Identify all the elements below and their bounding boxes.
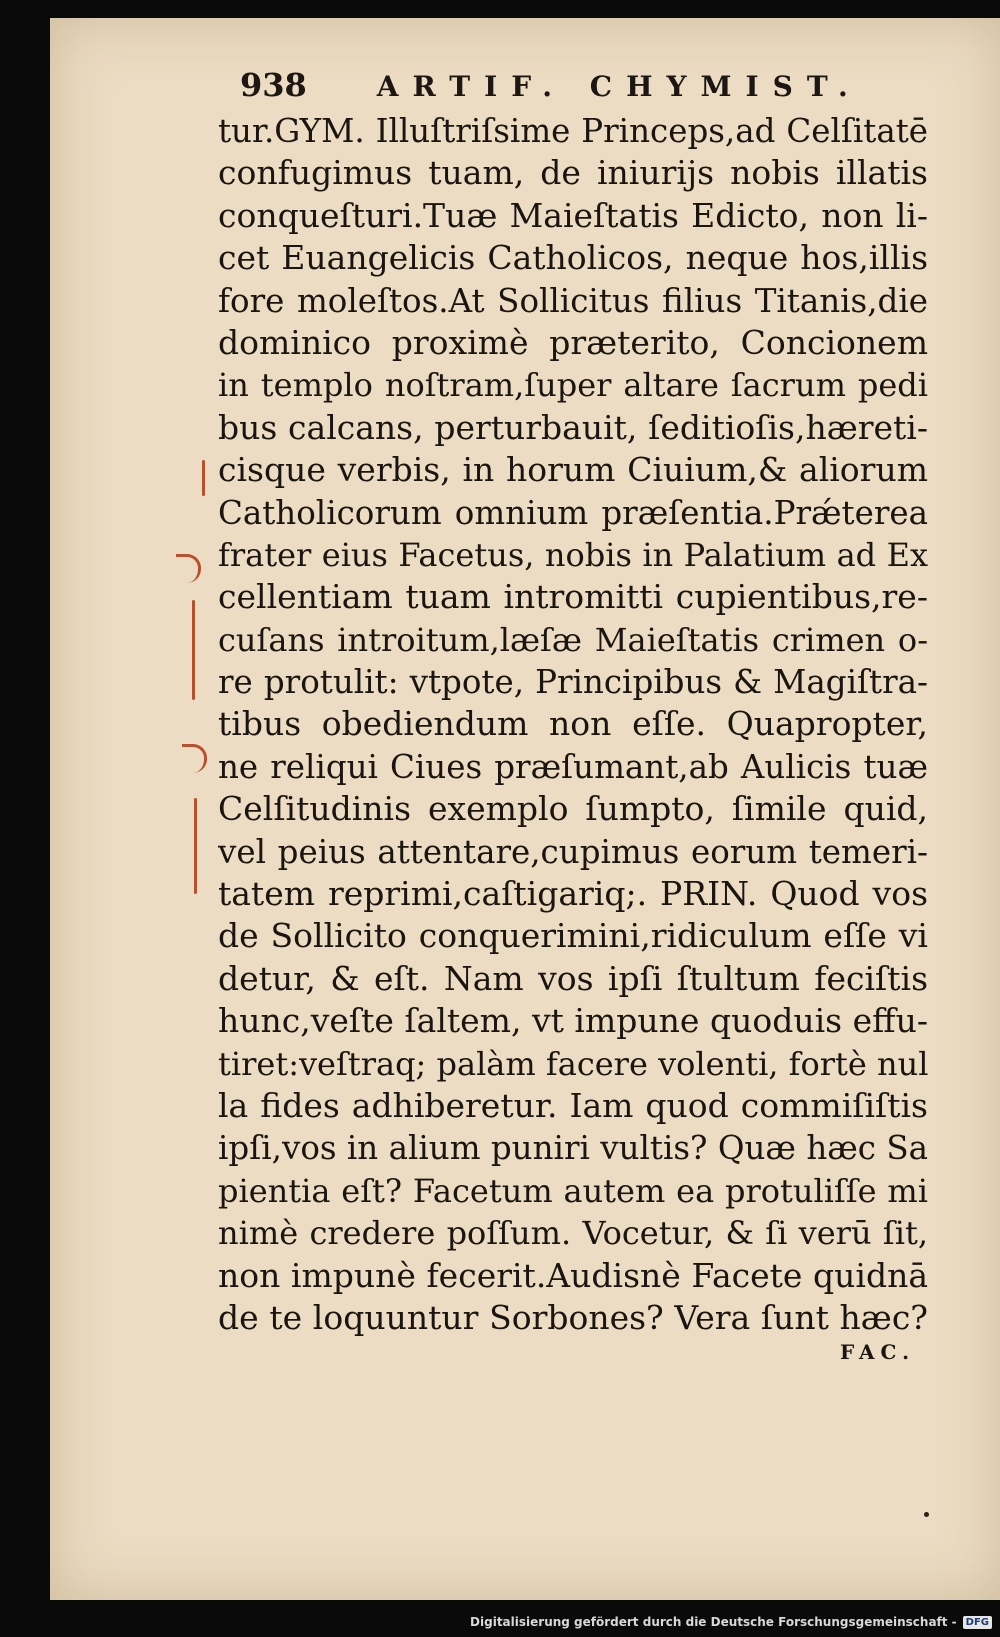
text-line: pientia eſt? Facetum autem ea protuliſſe mi: [218, 1171, 928, 1210]
text-line: vel peius attentare,cupimus eorum temeri-: [218, 832, 928, 871]
text-line: tibus obediendum non eſſe. Quapropter,: [218, 704, 928, 744]
margin-mark-line: [194, 798, 197, 894]
margin-mark-squiggle: [182, 744, 207, 773]
text-line: confugimus tuam, de iniurijs nobis illatis: [218, 153, 928, 193]
text-line: Celſitudinis exemplo ſumpto, ſimile quid,: [218, 789, 928, 829]
text-line: cuſans introitum,læſæ Maieſtatis crimen o-: [218, 620, 928, 659]
text-line: detur, & eſt. Nam vos ipſi ſtultum feciſtis: [218, 958, 928, 998]
catchword: FAC.: [840, 1340, 916, 1364]
margin-mark-line: [192, 600, 195, 700]
text-line: cellentiam tuam intromitti cupientibus,re-: [218, 577, 928, 617]
text-line: de te loquuntur Sorbones? Vera ſunt hæc?: [218, 1297, 928, 1337]
footer-credit: [470, 1612, 992, 1632]
dfg-logo: DFG: [963, 1616, 992, 1629]
text-line: tiret:veſtraq; palàm facere volenti, fortè nul: [218, 1044, 929, 1083]
text-line: tatem reprimi,caſtigariq;. PRIN. Quod vos: [218, 874, 928, 914]
text-line: tur.GYM. Illuſtriſsime Princeps,ad Celſitatē: [218, 112, 928, 150]
book-page: [50, 18, 1000, 1600]
text-line: cet Euangelicis Catholicos, neque hos,illis: [218, 238, 928, 278]
text-line: cisque verbis, in horum Ciuium,& aliorum: [218, 450, 928, 490]
margin-mark-squiggle: [176, 554, 201, 583]
page-number: 938: [240, 66, 307, 104]
body-text: [218, 110, 928, 1339]
text-line: frater eius Facetus, nobis in Palatium ad Ex: [218, 535, 928, 574]
text-line: Catholicorum omnium præſentia.Prǽterea: [218, 493, 928, 532]
text-line: dominico proximè præterito, Concionem: [218, 322, 928, 362]
running-title: ARTIF. CHYMIST.: [376, 70, 862, 103]
footer-text: Digitalisierung gefördert durch die Deutsche Forschungsgemeinschaft -: [470, 1615, 957, 1629]
text-line: fore moleſtos.At Sollicitus filius Titanis,die: [218, 281, 928, 320]
text-line: nimè credere poſſum. Vocetur, & ſi verū ſit,: [218, 1214, 928, 1253]
text-line: hunc,veſte ſaltem, vt impune quoduis effu-: [218, 1001, 928, 1041]
text-line: ne reliqui Ciues præſumant,ab Aulicis tuæ: [218, 747, 928, 786]
text-line: non impunè fecerit.Audisnè Facete quidnā: [218, 1255, 928, 1295]
text-line: la fides adhiberetur. Iam quod commiſiſtis: [218, 1085, 928, 1125]
page-header: [240, 66, 940, 106]
text-line: re protulit: vtpote, Principibus & Magiſtra-: [218, 663, 928, 702]
text-line: bus calcans, perturbauit, ſeditioſis,hæreti-: [218, 407, 928, 447]
text-line: in templo noſtram,ſuper altare ſacrum pedi: [218, 366, 928, 405]
stray-dot: [924, 1512, 929, 1517]
margin-mark-line: [202, 460, 205, 496]
text-line: ipſi,vos in alium puniri vultis? Quæ hæc Sa: [218, 1129, 928, 1168]
text-line: de Sollicito conquerimini,ridiculum eſſe vi: [218, 916, 928, 956]
text-line: conqueſturi.Tuæ Maieſtatis Edicto, non li-: [218, 195, 928, 235]
